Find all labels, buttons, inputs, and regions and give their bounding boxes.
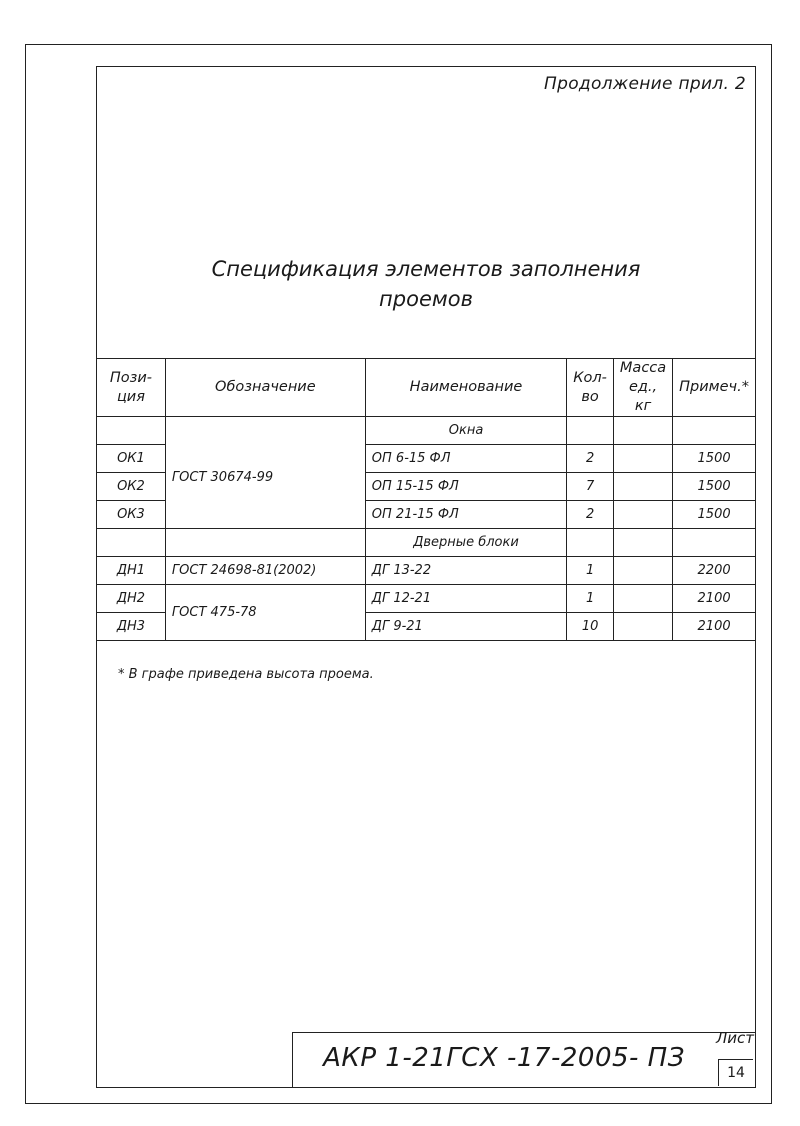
header-position-line2: ция [116,388,145,405]
cell-mass [613,613,672,641]
header-qty-line1: Кол- [573,369,607,386]
sheet-label: Лист [715,1029,754,1047]
title-line-2: проемов [379,287,473,311]
cell-qty: 2 [567,501,614,529]
table-cell [97,417,166,445]
section-heading-row [97,417,756,445]
group-designation-doors: ГОСТ 475-78 [165,585,365,641]
cell-note: 1500 [673,501,756,529]
cell-name: ДГ 9-21 [365,613,566,641]
cell-name: ОП 21-15 ФЛ [365,501,566,529]
cell-qty: 2 [567,445,614,473]
cell-position: ДН1 [97,557,166,585]
table-cell [673,417,756,445]
cell-qty: 1 [567,557,614,585]
cell-mass [613,445,672,473]
cell-note: 2100 [673,613,756,641]
cell-qty: 7 [567,473,614,501]
cell-position: ОК1 [97,445,166,473]
table-cell [567,529,614,557]
table-cell [97,529,166,557]
sheet-box [715,1029,756,1087]
cell-position: ДН3 [97,613,166,641]
cell-name: ДГ 13-22 [365,557,566,585]
table-row [97,585,756,613]
header-note: Примеч.* [673,359,756,417]
table-cell [613,417,672,445]
table-cell [673,529,756,557]
header-mass [613,359,672,417]
header-designation: Обозначение [165,359,365,417]
header-mass-line1: Масса [619,360,667,376]
header-position [97,359,166,417]
cell-qty: 1 [567,585,614,613]
title-line-1: Спецификация элементов заполнения [211,257,641,281]
title-block [292,1029,756,1088]
header-name: Наименование [365,359,566,417]
footnote: * В графе приведена высота проема. [118,667,374,682]
cell-mass [613,585,672,613]
cell-position: ОК3 [97,501,166,529]
table-row [97,557,756,585]
specification-table [96,358,756,641]
cell-mass [613,557,672,585]
sheet-number: 14 [718,1059,753,1086]
cell-designation: ГОСТ 24698-81(2002) [165,557,365,585]
table-cell [165,529,365,557]
header-qty [567,359,614,417]
cell-mass [613,473,672,501]
cell-note: 1500 [673,445,756,473]
header-mass-line2: ед., кг [628,379,658,414]
header-qty-line2: во [581,388,599,405]
cell-position: ОК2 [97,473,166,501]
section-heading-doors: Дверные блоки [365,529,566,557]
document-code: АКР 1-21ГСХ -17-2005- ПЗ [323,1043,685,1073]
continuation-note: Продолжение прил. 2 [544,74,746,94]
cell-note: 1500 [673,473,756,501]
cell-name: ОП 15-15 ФЛ [365,473,566,501]
cell-name: ОП 6-15 ФЛ [365,445,566,473]
cell-mass [613,501,672,529]
table-cell [567,417,614,445]
table-cell [613,529,672,557]
section-heading-row [97,529,756,557]
cell-name: ДГ 12-21 [365,585,566,613]
page-title [96,254,756,314]
table-header-row [97,359,756,417]
cell-note: 2200 [673,557,756,585]
cell-qty: 10 [567,613,614,641]
section-heading-windows: Окна [365,417,566,445]
group-designation-windows: ГОСТ 30674-99 [165,417,365,529]
cell-position: ДН2 [97,585,166,613]
header-position-line1: Пози- [109,369,153,386]
cell-note: 2100 [673,585,756,613]
